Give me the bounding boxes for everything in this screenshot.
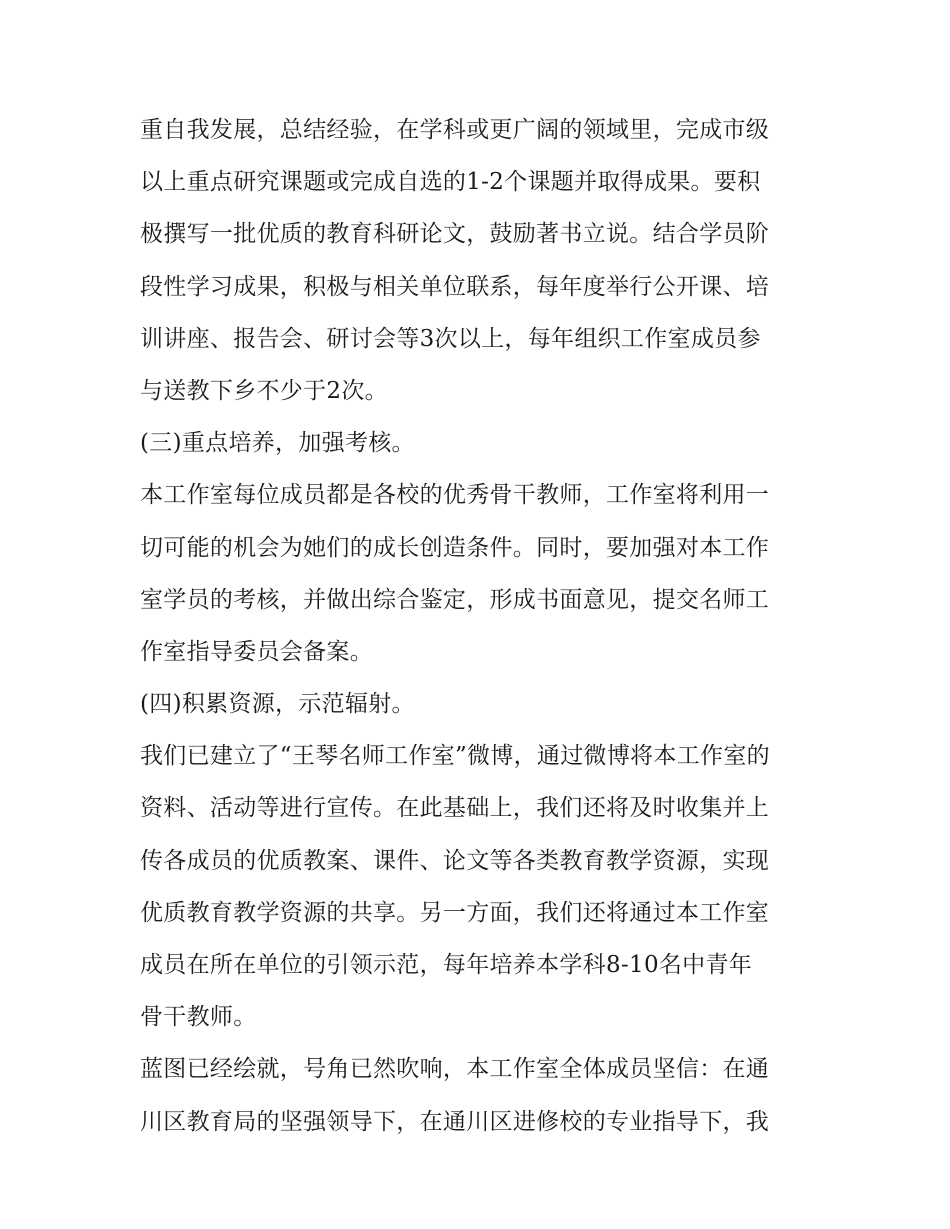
text-line: 极撰写一批优质的教育科研论文，鼓励著书立说。结合学员阶	[140, 221, 770, 248]
section-heading: (三)重点培养，加强考核。	[140, 430, 415, 457]
text-line: 蓝图已经绘就，号角已然吹响，本工作室全体成员坚信：在通	[140, 1056, 770, 1083]
text-line: 切可能的机会为她们的成长创造条件。同时，要加强对本工作	[140, 534, 770, 561]
text-line: 本工作室每位成员都是各校的优秀骨干教师，工作室将利用一	[140, 482, 770, 509]
text-line: 段性学习成果，积极与相关单位联系，每年度举行公开课、培	[140, 273, 770, 300]
text-line: 重自我发展，总结经验，在学科或更广阔的领域里，完成市级	[140, 117, 770, 143]
document-body	[140, 104, 820, 1148]
text-line: 骨干教师。	[140, 1004, 257, 1031]
text-line: 传各成员的优质教案、课件、论文等各类教育教学资源，实现	[140, 847, 770, 874]
text-line: 成员在所在单位的引领示范，每年培养本学科8-10名中青年	[140, 952, 753, 978]
text-line: 我们已建立了“王琴名师工作室”微博，通过微博将本工作室的	[140, 743, 770, 770]
text-line: 室学员的考核，并做出综合鉴定，形成书面意见，提交名师工	[140, 586, 770, 613]
section-heading: (四)积累资源，示范辐射。	[140, 691, 415, 718]
text-line: 训讲座、报告会、研讨会等3次以上，每年组织工作室成员参	[140, 325, 761, 352]
text-line: 资料、活动等进行宣传。在此基础上，我们还将及时收集并上	[140, 795, 770, 822]
text-line: 以上重点研究课题或完成自选的1-2个课题并取得成果。要积	[140, 169, 761, 196]
text-line: 优质教育教学资源的共享。另一方面，我们还将通过本工作室	[140, 899, 770, 926]
text-line: 与送教下乡不少于2次。	[140, 377, 388, 404]
text-line: 川区教育局的坚强领导下，在通川区进修校的专业指导下，我	[140, 1108, 770, 1135]
text-line: 作室指导委员会备案。	[140, 638, 373, 665]
